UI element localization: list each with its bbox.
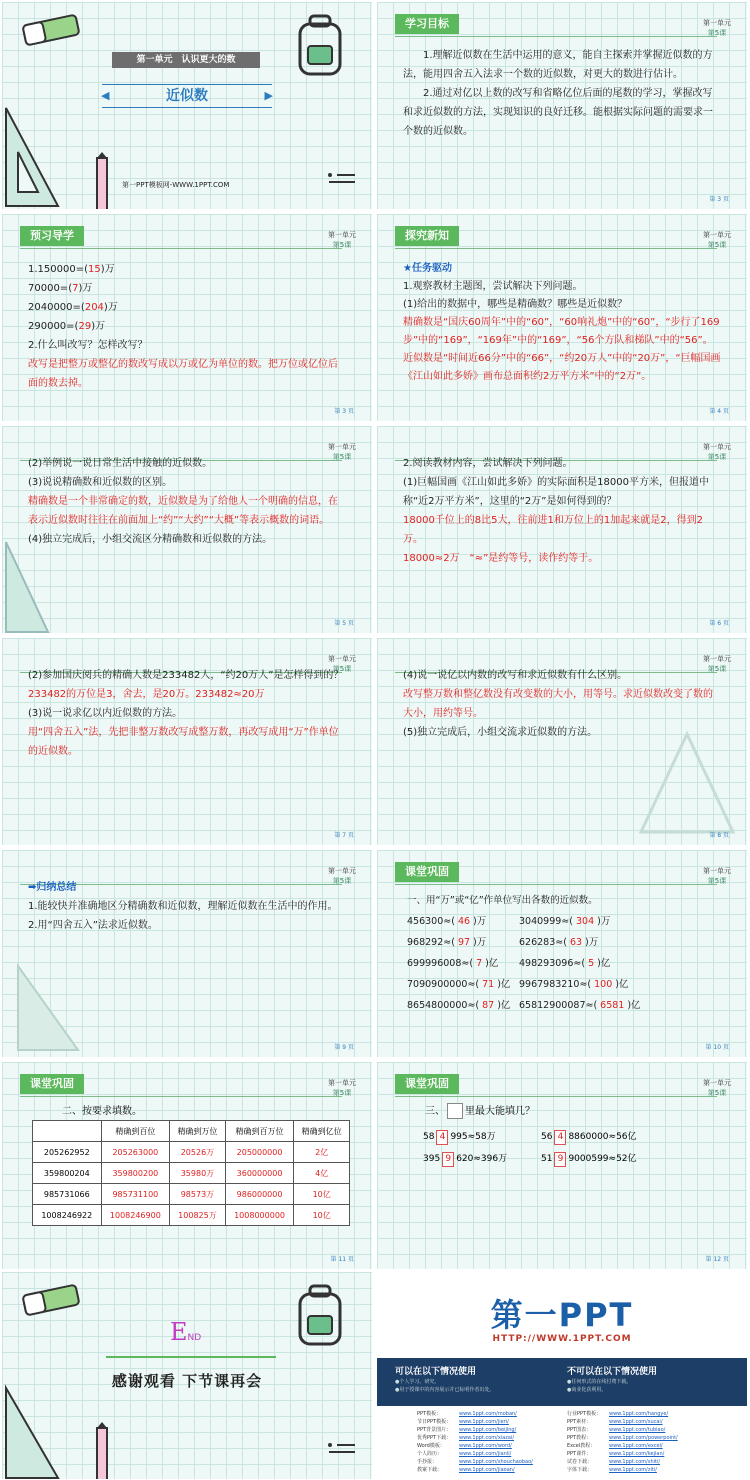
pencil-icon <box>92 1422 112 1479</box>
page-number: 第 3 页 <box>334 408 354 415</box>
fill-row <box>407 995 721 1016</box>
fill-row <box>407 953 721 974</box>
resource-link[interactable]: 试卷下载： www.1ppt.com/shiti/ <box>567 1459 661 1465</box>
fill-item: 65812900087≈( 6581 )亿 <box>519 1000 641 1011</box>
resource-link[interactable]: 个人简历： www.1ppt.com/jianli/ <box>417 1451 512 1457</box>
fill-item: 498293096≈( 5 )亿 <box>519 958 611 969</box>
practice-intro: 三、 里最大能填几？ <box>425 1102 535 1119</box>
unit-label: 第一单元 第5课 <box>328 1079 356 1097</box>
next-arrow-icon: ▶ <box>264 89 273 102</box>
table-cell: 2亿 <box>294 1142 350 1163</box>
ruler-triangle-icon <box>2 1382 62 1479</box>
answer-1: 精确数是“国庆60周年”中的“60”，“60响礼炮”中的“60”，“步行了169步”中的“169”，“169年”中的“169”，“56个方队和梯队”中的“56”。近似数是“时间近66分”中的“66”，“约20万人”中的“20万”，“巨幅国画《江山如此多娇》画布总面积约2万平方米”中的“2万”。 <box>403 317 721 382</box>
table-cell: 35980万 <box>170 1163 226 1184</box>
answer-3: 用“四舍五入”法，先把非整万数改写成整万数，再改写成用“万”作单位的近似数。 <box>28 727 339 757</box>
slide-title <box>2 2 372 209</box>
section-tag: 课堂巩固 <box>20 1074 84 1094</box>
instruction-1: 1.观察教材主题图，尝试解决下列问题。 <box>403 281 583 292</box>
pencil-icon <box>92 152 112 209</box>
question-3: (3)说一说求亿以内近似数的方法。 <box>28 708 183 719</box>
fill-item: 626283≈( 63 )万 <box>519 937 599 948</box>
slide-practice-3 <box>377 1062 747 1269</box>
resource-link[interactable]: PPT模板： www.1ppt.com/moban/ <box>417 1411 517 1417</box>
question-4: (4)说一说亿以内数的改写和求近似数有什么区别。 <box>403 670 628 681</box>
fill-item: 56 4 8860000≈56亿 <box>541 1126 637 1148</box>
table-cell: 4亿 <box>294 1163 350 1184</box>
fill-item: 58 4 995≈58万 <box>423 1126 541 1148</box>
table-cell: 985731100 <box>101 1184 170 1205</box>
fill-item: 9967983210≈( 100 )亿 <box>519 979 629 990</box>
fill-item: 456300≈( 46 )万 <box>407 916 487 927</box>
resource-link[interactable]: PPT课件： www.1ppt.com/kejian/ <box>567 1451 665 1457</box>
resource-link[interactable]: 教案下载： www.1ppt.com/jiaoan/ <box>417 1467 515 1473</box>
table-row <box>33 1205 350 1226</box>
question-2: (2)举例说一说日常生活中接触的近似数。 <box>28 458 213 469</box>
resource-link[interactable]: Excel教程： www.1ppt.com/excel/ <box>567 1443 663 1449</box>
summary-1: 1.能较快并准确地区分精确数和近似数，理解近似数在生活中的作用。 <box>28 901 338 912</box>
fill-row: 290000=(29)万 <box>28 321 106 332</box>
blank-box-icon <box>447 1103 463 1119</box>
table-cell: 10亿 <box>294 1184 350 1205</box>
table-cell: 10亿 <box>294 1205 350 1226</box>
answer-2: 改写是把整万或整亿的数改写成以万或亿为单位的数。把万位或亿位后面的数去掉。 <box>28 359 338 389</box>
ruler-triangle-icon <box>2 536 52 633</box>
objective-1: 1.理解近似数在生活中运用的意义，能自主探索并掌握近似数的方法，能用四舍五入法求一个数的近似数，对更大的数进行估计。 <box>403 50 713 80</box>
page-number: 第 10 页 <box>705 1044 729 1051</box>
table-header: 精确到亿位 <box>294 1121 350 1142</box>
table-cell: 100825万 <box>170 1205 226 1226</box>
section-tag: 探究新知 <box>395 226 459 246</box>
resource-link[interactable]: 行业PPT模板： www.1ppt.com/hangye/ <box>567 1411 669 1417</box>
answer-1b: 18000≈2万 “≈”是约等号，读作约等于。 <box>403 553 599 564</box>
instruction-2: 2.阅读教材内容，尝试解决下列问题。 <box>403 458 573 469</box>
unit-label: 第一单元 第5课 <box>703 1079 731 1097</box>
unit-label: 第一单元 第5课 <box>328 867 356 885</box>
table-cell: 360000000 <box>225 1163 294 1184</box>
answer-2: 233482的万位是3，舍去，是20万。233482≈20万 <box>28 689 265 700</box>
fill-row: 70000=(7)万 <box>28 283 93 294</box>
summary-2: 2.用“四舍五入”法求近似数。 <box>28 920 158 931</box>
resource-link[interactable]: 优秀PPT下载： www.1ppt.com/xiazai/ <box>417 1435 515 1441</box>
unit-label: 第一单元 第5课 <box>328 231 356 249</box>
table-header: 精确到百位 <box>101 1121 170 1142</box>
page-number: 第 6 页 <box>709 620 729 627</box>
resource-link[interactable]: PPT教程： www.1ppt.com/powerpoint/ <box>567 1435 678 1441</box>
page-number: 第 3 页 <box>709 196 729 203</box>
usage-panel: 可以在以下情况使用 ●个人学习、研究。 ●用于授课中的内容展示并已标明作者出处。 不可以在以下情况使用 ●任何形式的在线付费下载。 ●商业化获利用。 <box>377 1358 747 1406</box>
question-1: (1)巨幅国画《江山如此多娇》的实际面积是18000平方米，但报道中称“近2万平方米”，这里的“2万”是如何得到的？ <box>403 477 709 507</box>
table-cell: 359800200 <box>101 1163 170 1184</box>
unit-label: 第一单元 第5课 <box>328 655 356 673</box>
fill-item: 3040999≈( 304 )万 <box>519 916 611 927</box>
backpack-icon <box>292 12 348 78</box>
slide-title-text: 近似数 <box>166 88 208 104</box>
table-row <box>33 1142 350 1163</box>
resource-link[interactable]: 字体下载： www.1ppt.com/ziti/ <box>567 1467 657 1473</box>
dash-lines-icon <box>327 172 357 186</box>
fill-row <box>407 974 721 995</box>
question-5: (5)独立完成后，小组交流求近似数的方法。 <box>403 727 598 738</box>
fill-row: 2040000=(204)万 <box>28 302 118 313</box>
table-cell: 1008246922 <box>33 1205 102 1226</box>
unit-label: 第一单元 第5课 <box>703 19 731 37</box>
ruler-triangle-icon <box>2 102 62 209</box>
eraser-icon <box>20 14 82 46</box>
table-cell: 205262952 <box>33 1142 102 1163</box>
fill-item: 7090900000≈( 71 )亿 <box>407 979 511 990</box>
table-cell: 985731066 <box>33 1184 102 1205</box>
table-header <box>33 1121 102 1142</box>
slide-explore-5 <box>377 638 747 845</box>
task-heading: ★任务驱动 <box>403 263 452 274</box>
practice-intro: 二、按要求填数。 <box>62 1106 142 1117</box>
answer-3: 精确数是一个非常确定的数，近似数是为了给他人一个明确的信息，在表示近似数时往往在前面加上“约”“大约”“大概”等表示概数的词语。 <box>28 496 338 526</box>
slide-practice-2 <box>2 1062 372 1269</box>
table-cell: 20526万 <box>170 1142 226 1163</box>
fill-item: 699996008≈( 7 )亿 <box>407 958 499 969</box>
table-cell: 359800204 <box>33 1163 102 1184</box>
table-header: 精确到百万位 <box>225 1121 294 1142</box>
question-2: (2)参加国庆阅兵的精确人数是233482人，“约20万人”是怎样得到的？ <box>28 670 344 681</box>
slide-explore-4 <box>2 638 372 845</box>
practice-intro: 一、用“万”或“亿”作单位写出各数的近似数。 <box>407 895 598 906</box>
fill-row <box>407 911 721 932</box>
thanks-text: 感谢观看 下节课再会 <box>111 1372 263 1390</box>
question-3: (3)说说精确数和近似数的区别。 <box>28 477 173 488</box>
table-row <box>33 1184 350 1205</box>
answer-4: 改写整万数和整亿数没有改变数的大小，用等号。求近似数改变了数的大小，用约等号。 <box>403 689 713 719</box>
resource-link[interactable]: 节日PPT模板： www.1ppt.com/jieri/ <box>417 1419 509 1425</box>
table-cell: 205000000 <box>225 1142 294 1163</box>
fill-item: 395 9 620≈396万 <box>423 1148 541 1170</box>
page-number: 第 7 页 <box>334 832 354 839</box>
slide-end <box>2 1272 372 1479</box>
slide-summary <box>2 850 372 1057</box>
fill-item: 8654800000≈( 87 )亿 <box>407 1000 511 1011</box>
dash-lines-icon <box>327 1442 357 1456</box>
page-number: 第 5 页 <box>334 620 354 627</box>
table-cell: 1008000000 <box>225 1205 294 1226</box>
section-tag: 学习目标 <box>395 14 459 34</box>
site-label: 第一PPT模板网-WWW.1PPT.COM <box>122 181 230 189</box>
resource-link[interactable]: PPT图表： www.1ppt.com/tubiao/ <box>567 1427 666 1433</box>
end-mark: END <box>170 1318 202 1346</box>
page-number: 第 4 页 <box>709 408 729 415</box>
question-2: 2.什么叫改写？怎样改写？ <box>28 340 148 351</box>
slide-explore <box>377 214 747 421</box>
unit-label: 第一单元 第5课 <box>703 867 731 885</box>
section-tag: 预习导学 <box>20 226 84 246</box>
section-tag: 课堂巩固 <box>395 862 459 882</box>
resource-link[interactable]: Word模板： www.1ppt.com/word/ <box>417 1443 512 1449</box>
ruler-triangle-icon <box>637 728 737 838</box>
divider-line <box>106 1356 276 1358</box>
summary-heading: ➡归纳总结 <box>28 882 77 893</box>
prev-arrow-icon: ◀ <box>101 89 110 102</box>
table-header: 精确到万位 <box>170 1121 226 1142</box>
table-cell: 205263000 <box>101 1142 170 1163</box>
table-cell: 986000000 <box>225 1184 294 1205</box>
unit-banner: 第一单元 认识更大的数 <box>112 52 260 68</box>
resource-link[interactable]: PPT素材： www.1ppt.com/sucai/ <box>567 1419 663 1425</box>
fill-item: 968292≈( 97 )万 <box>407 937 487 948</box>
backpack-icon <box>292 1282 348 1348</box>
ruler-triangle-icon <box>12 960 82 1055</box>
question-4: (4)独立完成后，小组交流区分精确数和近似数的方法。 <box>28 534 273 545</box>
question-1: (1)给出的数据中，哪些是精确数？哪些是近似数？ <box>403 299 628 310</box>
unit-label: 第一单元 第5课 <box>703 231 731 249</box>
site-url: HTTP://WWW.1PPT.COM <box>492 1334 632 1344</box>
slide-objectives <box>377 2 747 209</box>
page-number: 第 8 页 <box>709 832 729 839</box>
resource-link[interactable]: PPT背景图片： www.1ppt.com/beijing/ <box>417 1427 517 1433</box>
page-number: 第 9 页 <box>334 1044 354 1051</box>
fill-item: 51 9 9000599≈52亿 <box>541 1148 637 1170</box>
rounding-table <box>32 1120 350 1226</box>
title-bar <box>102 84 272 108</box>
objective-2: 2.通过对亿以上数的改写和省略亿位后面的尾数的学习，掌握改写和求近似数的方法，实现知识的良好迁移。能根据实际问题的需要求一个数的近似数。 <box>403 88 713 137</box>
fill-row: 1.150000=(15)万 <box>28 264 115 275</box>
slide-explore-2 <box>2 426 372 633</box>
unit-label: 第一单元 第5课 <box>703 443 731 461</box>
eraser-icon <box>20 1284 82 1316</box>
table-cell: 98573万 <box>170 1184 226 1205</box>
page-number: 第 12 页 <box>705 1256 729 1263</box>
table-cell: 1008246900 <box>101 1205 170 1226</box>
fill-row <box>407 932 721 953</box>
table-row <box>33 1163 350 1184</box>
slide-ad <box>377 1272 747 1479</box>
slide-explore-3 <box>377 426 747 633</box>
section-tag: 课堂巩固 <box>395 1074 459 1094</box>
resource-link[interactable]: 手抄报： www.1ppt.com/shouchaobao/ <box>417 1459 533 1465</box>
slide-preview <box>2 214 372 421</box>
slide-practice-1 <box>377 850 747 1057</box>
unit-label: 第一单元 第5课 <box>328 443 356 461</box>
page-number: 第 11 页 <box>330 1256 354 1263</box>
answer-1: 18000千位上的8比5大，往前进1和万位上的1加起来就是2，得到2万。 <box>403 515 703 545</box>
unit-label: 第一单元 第5课 <box>703 655 731 673</box>
ppt-logo: 第一PPT <box>490 1296 634 1334</box>
